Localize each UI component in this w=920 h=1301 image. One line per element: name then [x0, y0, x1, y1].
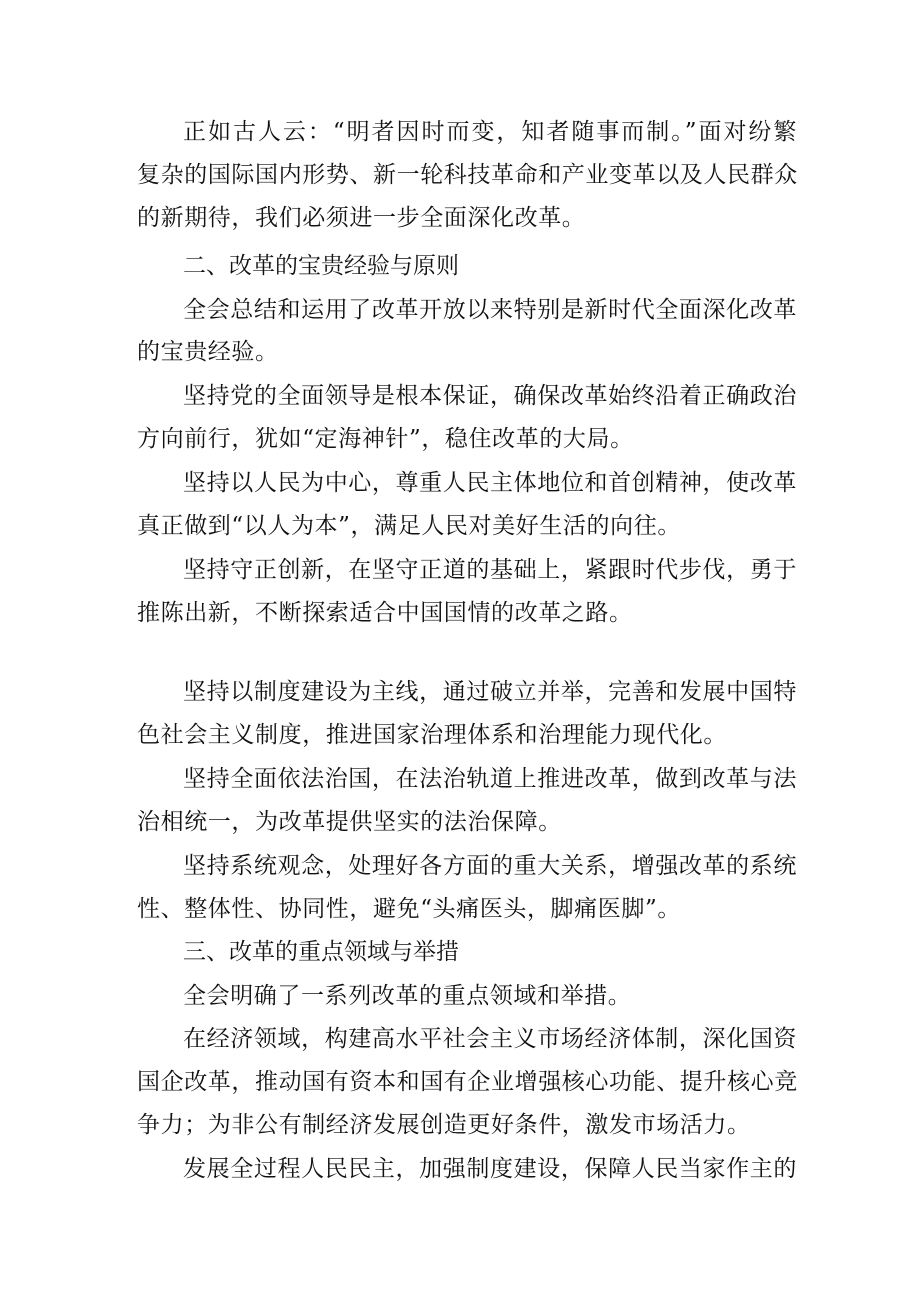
paragraph-line: 的新期待，我们必须进一步全面深化改革。 [137, 205, 586, 231]
paragraph-line: 的宝贵经验。 [137, 339, 279, 365]
paragraph-line: 性、整体性、协同性，避免“头痛医头，脚痛医脚”。 [137, 896, 681, 922]
paragraph-line: 坚持系统观念，处理好各方面的重大关系，增强改革的系统 [183, 853, 797, 879]
paragraph-line: 推陈出新，不断探索适合中国国情的改革之路。 [137, 600, 633, 626]
paragraph-line: 国企改革，推动国有资本和国有企业增强核心功能、提升核心竞 [137, 1069, 798, 1095]
paragraph-line: 坚持以制度建设为主线，通过破立并举，完善和发展中国特 [183, 679, 797, 705]
paragraph-line: 复杂的国际国内形势、新一轮科技革命和产业变革以及人民群众 [137, 162, 798, 188]
paragraph-line: 治相统一，为改革提供坚实的法治保障。 [137, 809, 562, 835]
paragraph-line: 坚持全面依法治国，在法治轨道上推进改革，做到改革与法 [183, 766, 797, 792]
section-heading: 二、改革的宝贵经验与原则 [183, 253, 459, 279]
paragraph-line: 坚持守正创新，在坚守正道的基础上，紧跟时代步伐，勇于 [183, 557, 797, 583]
paragraph-line: 正如古人云：“明者因时而变，知者随事而制。”面对纷繁 [183, 119, 797, 145]
section-heading: 三、改革的重点领域与举措 [183, 939, 459, 965]
paragraph-line: 坚持党的全面领导是根本保证，确保改革始终沿着正确政治 [183, 383, 797, 409]
paragraph-line: 发展全过程人民民主，加强制度建设，保障人民当家作主的 [183, 1156, 797, 1182]
paragraph-line: 坚持以人民为中心，尊重人民主体地位和首创精神，使改革 [183, 470, 797, 496]
paragraph-line: 在经济领域，构建高水平社会主义市场经济体制，深化国资 [183, 1026, 797, 1052]
paragraph-line: 全会明确了一系列改革的重点领域和举措。 [183, 983, 632, 1009]
paragraph-line: 真正做到“以人为本”，满足人民对美好生活的向往。 [137, 513, 681, 539]
paragraph-line: 全会总结和运用了改革开放以来特别是新时代全面深化改革 [183, 297, 797, 323]
paragraph-line: 色社会主义制度，推进国家治理体系和治理能力现代化。 [137, 722, 727, 748]
paragraph-line: 方向前行，犹如“定海神针”，稳住改革的大局。 [137, 426, 634, 452]
paragraph-line: 争力；为非公有制经济发展创造更好条件，激发市场活力。 [137, 1112, 751, 1138]
